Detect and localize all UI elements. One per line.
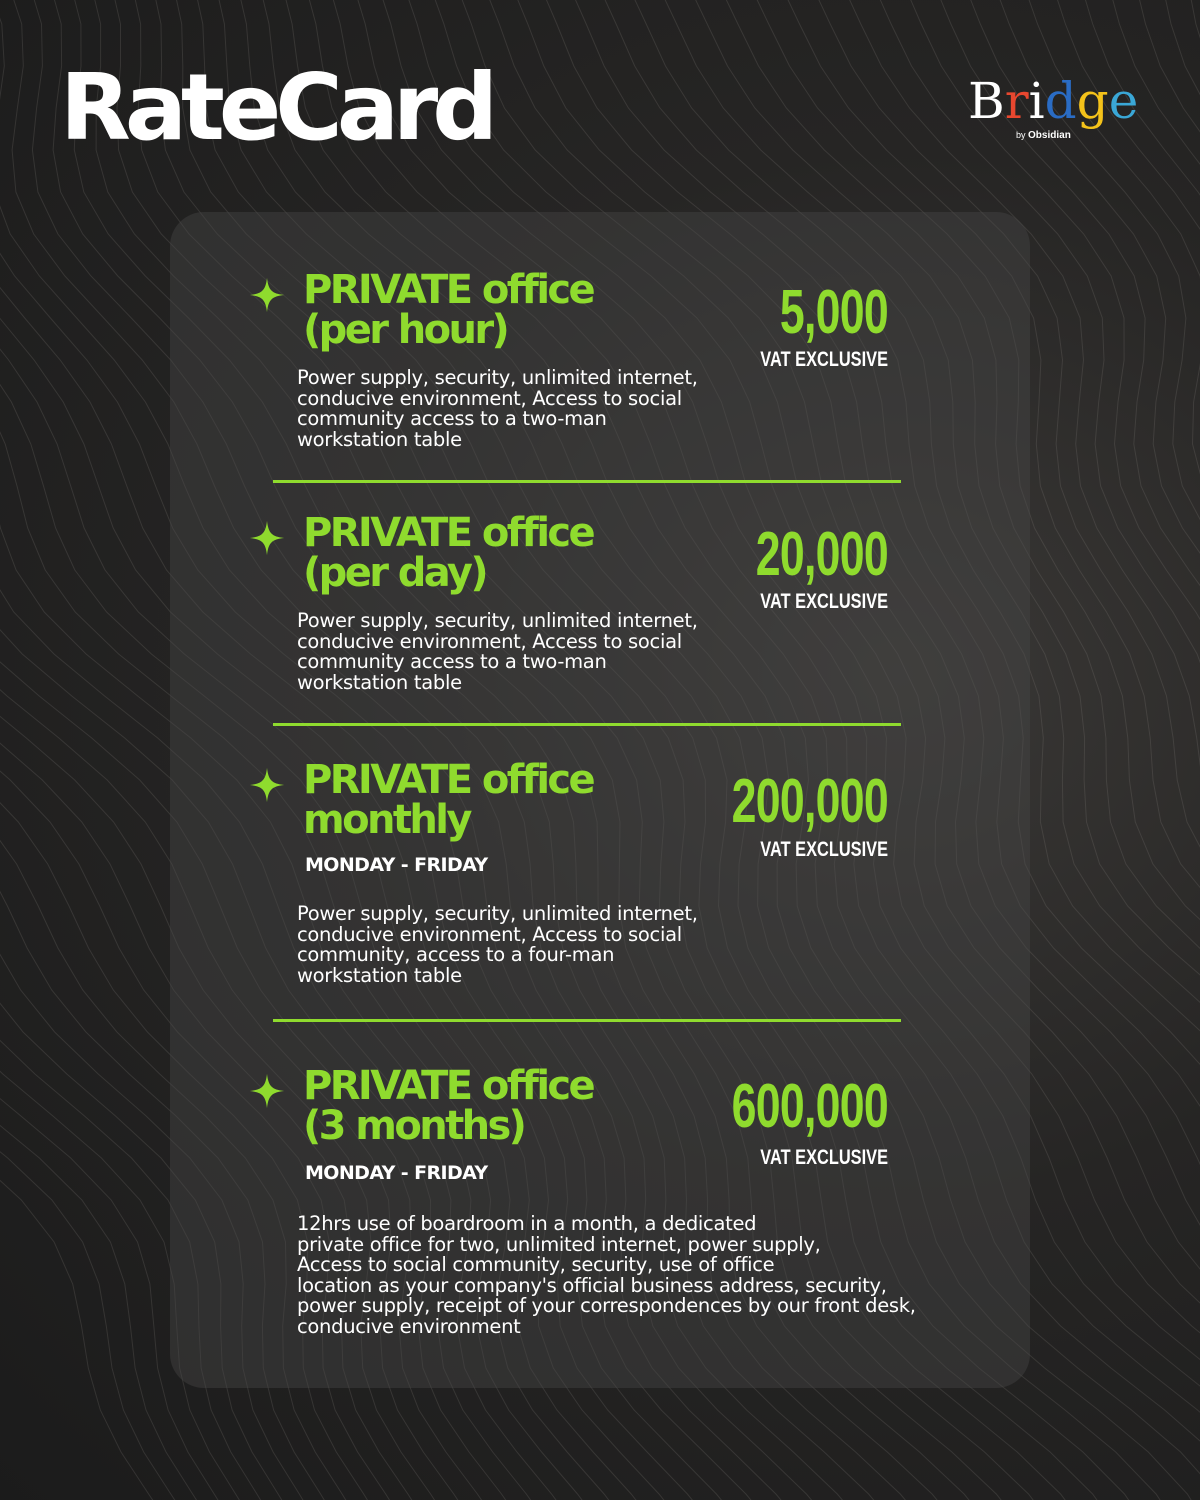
logo-sub-prefix: by [1016,130,1026,140]
logo-letter: B [968,72,1005,130]
sparkle-icon [248,1072,286,1110]
vat-label: VAT EXCLUSIVE [760,590,888,613]
logo-letter: d [1044,72,1077,130]
divider [273,723,901,726]
vat-label: VAT EXCLUSIVE [760,348,888,371]
wave-line [1122,0,1200,1500]
sparkle-icon [248,766,286,804]
item-title: PRIVATE office (per hour) [303,267,594,353]
logo-wordmark [968,72,1139,130]
logo-letter: i [1028,72,1045,130]
item-title: PRIVATE office monthly [303,757,594,843]
bridge-logo [968,72,1139,144]
vat-label: VAT EXCLUSIVE [760,1146,888,1169]
wave-line [1034,0,1200,1500]
logo-letter: g [1076,72,1109,130]
logo-subtitle [1016,130,1071,141]
item-description: 12hrs use of boardroom in a month, a dedicated private office for two, unlimited internet, power supply, Access to social community, security, use of office location as your company's official business address, security, power supply, receipt of your correspondences by our front desk, conducive environment [297,1212,916,1338]
item-price: 200,000 [731,767,888,836]
sparkle-icon [248,276,286,314]
divider [273,480,901,483]
logo-letter: r [1004,72,1029,130]
item-description: Power supply, security, unlimited internet, conducive environment, Access to social community access to a two-man workstation table [297,609,698,694]
item-description: Power supply, security, unlimited internet, conducive environment, Access to social community access to a two-man workstation table [297,366,698,451]
item-description: Power supply, security, unlimited internet, conducive environment, Access to social community, access to a four-man workstation table [297,902,698,987]
page-title: RateCard [60,54,493,161]
divider [273,1019,901,1022]
schedule-label: MONDAY - FRIDAY [305,1162,488,1184]
item-price: 5,000 [779,278,888,347]
item-title: PRIVATE office (3 months) [303,1063,594,1149]
sparkle-icon [248,519,286,557]
schedule-label: MONDAY - FRIDAY [305,854,488,876]
item-title: PRIVATE office (per day) [303,510,594,596]
item-price: 20,000 [755,520,888,589]
item-price: 600,000 [731,1072,888,1141]
logo-sub-brand: Obsidian [1028,130,1071,141]
wave-line [1150,0,1200,1500]
logo-letter: e [1108,72,1139,130]
vat-label: VAT EXCLUSIVE [760,838,888,861]
